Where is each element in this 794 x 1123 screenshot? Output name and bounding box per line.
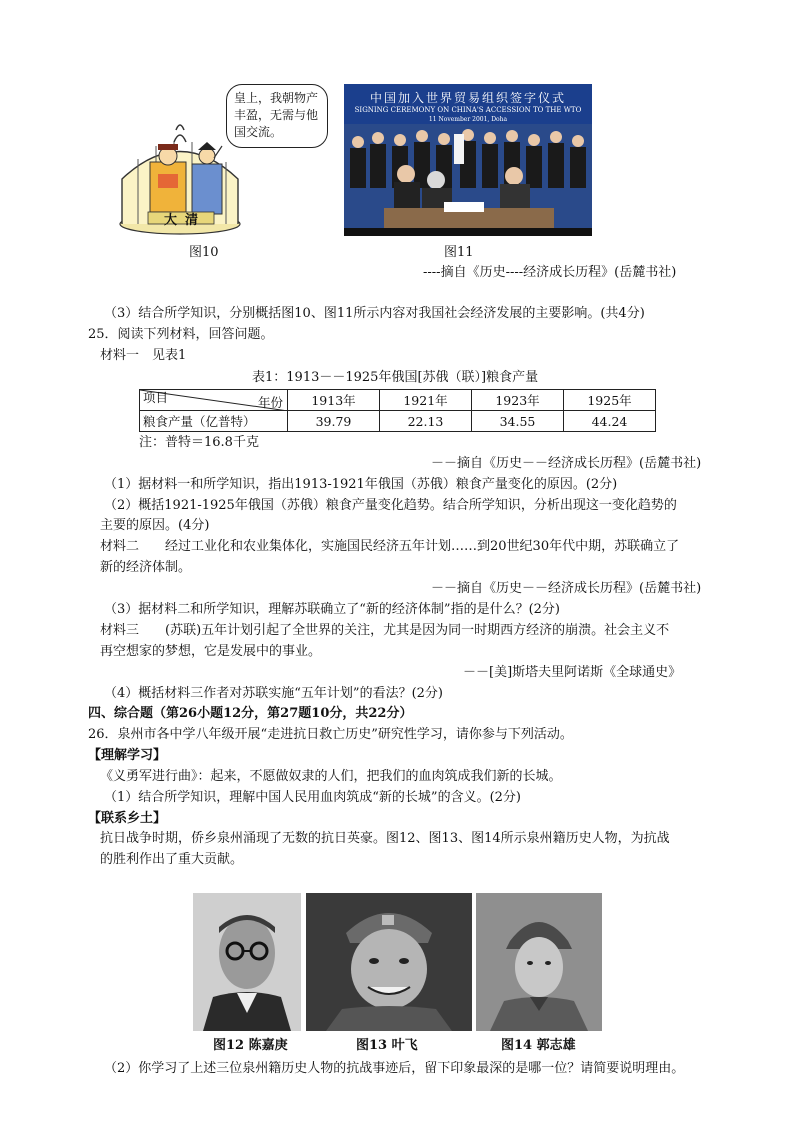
material-1-label: 材料一 见表1 bbox=[100, 348, 187, 363]
portrait-guo-zhixiong bbox=[476, 893, 602, 1031]
figures-source: ----摘自《历史----经济成长历程》(岳麓书社) bbox=[423, 265, 677, 280]
question-25-2-line1: （2）概括1921-1925年俄国（苏俄）粮食产量变化趋势。结合所学知识，分析出现这一变化趋势的 bbox=[104, 498, 677, 513]
source-3: －－[美]斯塔夫里阿诺斯《全球通史》 bbox=[463, 665, 682, 680]
hometown-paragraph-line1: 抗日战争时期，侨乡泉州涌现了无数的抗日英豪。图12、图13、图14所示泉州籍历史人物，为抗战 bbox=[100, 831, 670, 846]
value-cell: 34.55 bbox=[472, 411, 564, 432]
year-header: 1925年 bbox=[564, 390, 656, 411]
question-26-1: （1）结合所学知识，理解中国人民用血肉筑成“新的长城”的含义。(2分) bbox=[104, 790, 521, 805]
photo-date: 11 November 2001, Doha bbox=[428, 116, 508, 123]
figure-10-caption: 图10 bbox=[189, 245, 219, 260]
portrait-figure-12 bbox=[193, 893, 301, 1031]
year-header: 1921年 bbox=[380, 390, 472, 411]
question-26-2: （2）你学习了上述三位泉州籍历史人物的抗战事迹后，留下印象最深的是哪一位？请简要说明理由。 bbox=[104, 1061, 685, 1076]
song-lyrics: 《义勇军进行曲》：起来，不愿做奴隶的人们，把我们的血肉筑成我们新的长城。 bbox=[100, 769, 562, 784]
value-cell: 39.79 bbox=[288, 411, 380, 432]
portrait-ye-fei bbox=[306, 893, 472, 1031]
section-4-heading: 四、综合题（第26小题12分，第27题10分，共22分） bbox=[88, 706, 413, 721]
table-note: 注：普特＝16.8千克 bbox=[139, 435, 259, 450]
table-title: 表1：1913－－1925年俄国[苏俄（联）]粮食产量 bbox=[252, 370, 539, 385]
photo-title-en: SIGNING CEREMONY ON CHINA'S ACCESSION TO THE WTO bbox=[354, 106, 582, 114]
question-25-4: （4）概括材料三作者对苏联实施“五年计划”的看法？(2分) bbox=[104, 686, 443, 701]
part-2-heading: 【联系乡土】 bbox=[88, 811, 167, 826]
row-label: 粮食产量（亿普特） bbox=[140, 411, 288, 432]
speech-bubble: 皇上，我朝物产丰盈，无需与他国交流。 bbox=[226, 84, 328, 148]
question-24-3: （3）结合所学知识，分别概括图10、图11所示内容对我国社会经济发展的主要影响。(共4分) bbox=[104, 306, 645, 321]
signing-crowd-illustration bbox=[344, 124, 592, 236]
portrait-figure-14 bbox=[476, 893, 602, 1031]
value-cell: 22.13 bbox=[380, 411, 472, 432]
source-2: －－摘自《历史－－经济成长历程》(岳麓书社) bbox=[431, 581, 702, 596]
part-1-heading: 【理解学习】 bbox=[88, 748, 167, 763]
header-year-label: 年份 bbox=[257, 395, 283, 410]
hometown-paragraph-line2: 的胜利作出了重大贡献。 bbox=[100, 852, 244, 867]
material-3-line1: 材料三 (苏联)五年计划引起了全世界的关注，尤其是因为同一时期西方经济的崩溃。社会主义不 bbox=[100, 623, 670, 638]
caption-figure-12: 图12 陈嘉庚 bbox=[213, 1038, 288, 1053]
portrait-figure-13 bbox=[306, 893, 472, 1031]
header-item-label: 项目 bbox=[143, 390, 169, 405]
figure-11-photo bbox=[344, 84, 592, 236]
material-2-line2: 新的经济体制。 bbox=[100, 560, 192, 575]
material-3-line2: 再空想家的梦想，它是发展中的事业。 bbox=[100, 644, 322, 659]
material-2-line1: 材料二 经过工业化和农业集体化，实施国民经济五年计划……到20世纪30年代中期，苏联确立了 bbox=[100, 539, 680, 554]
value-cell: 44.24 bbox=[564, 411, 656, 432]
figure-11-caption: 图11 bbox=[444, 245, 474, 260]
source-1: －－摘自《历史－－经济成长历程》(岳麓书社) bbox=[431, 456, 702, 471]
figure-10-cartoon bbox=[118, 84, 328, 240]
table-header-corner bbox=[140, 390, 288, 411]
year-header: 1913年 bbox=[288, 390, 380, 411]
year-header: 1923年 bbox=[472, 390, 564, 411]
question-25-2-line2: 主要的原因。(4分) bbox=[100, 518, 210, 533]
photo-title-cn: 中国加入世界贸易组织签字仪式 bbox=[369, 91, 566, 105]
question-25-intro: 25．阅读下列材料，回答问题。 bbox=[88, 327, 274, 342]
question-25-3: （3）据材料二和所学知识，理解苏联确立了“新的经济体制”指的是什么？(2分) bbox=[104, 602, 560, 617]
portrait-chen-jiageng bbox=[193, 893, 301, 1031]
grain-output-table bbox=[139, 389, 656, 432]
question-25-1: （1）据材料一和所学知识，指出1913-1921年俄国（苏俄）粮食产量变化的原因。(2分) bbox=[104, 477, 618, 492]
question-26-intro: 26．泉州市各中学八年级开展“走进抗日救亡历史”研究性学习，请你参与下列活动。 bbox=[88, 727, 573, 742]
cage-label: 大清 bbox=[164, 213, 207, 228]
caption-figure-13: 图13 叶飞 bbox=[356, 1038, 418, 1053]
caption-figure-14: 图14 郭志雄 bbox=[501, 1038, 576, 1053]
